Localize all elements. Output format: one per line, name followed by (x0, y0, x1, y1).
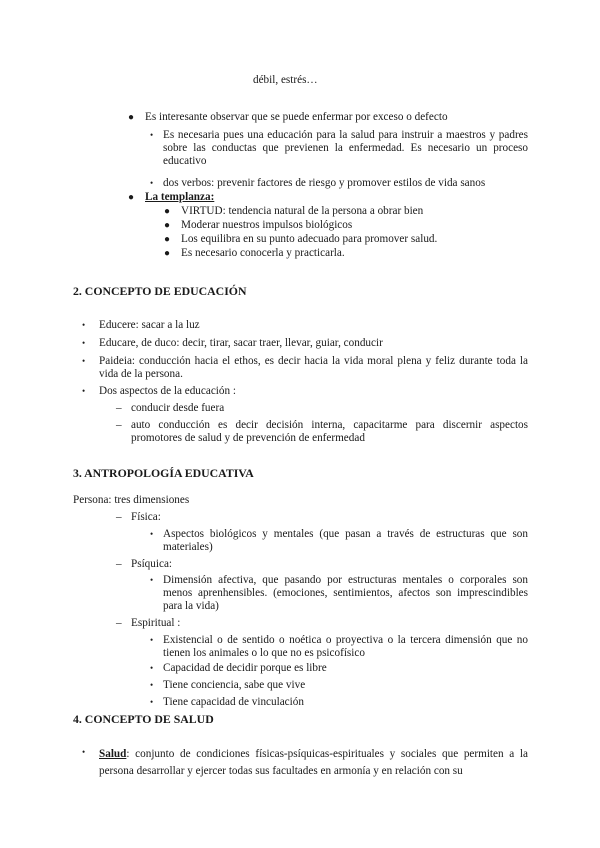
list-item: Aspectos biológicos y mentales (que pasan a través de estructuras que son materiales) (163, 528, 528, 553)
section-heading: 4. CONCEPTO DE SALUD (73, 712, 214, 726)
list-item: Paideia: conducción hacia el ethos, es decir hacia la vida moral plena y feliz durante toda la vida de la persona. (99, 355, 528, 380)
list-item: Es interesante observar que se puede enfermar por exceso o defecto (145, 111, 448, 123)
list-item: Tiene capacidad de vinculación (163, 696, 304, 708)
list-item: conducir desde fuera (131, 402, 225, 414)
list-item: Es necesario conocerla y practicarla. (181, 247, 345, 259)
dash-marker: – (116, 617, 122, 629)
dimension-label: Psíquica: (131, 558, 173, 570)
bullet-icon: ● (164, 248, 171, 259)
bullet-icon: • (150, 663, 154, 673)
bullet-icon: • (82, 320, 86, 330)
dash-marker: – (116, 558, 122, 570)
bullet-icon: ● (164, 206, 171, 217)
dash-marker: – (116, 402, 122, 414)
bullet-icon: ● (164, 220, 171, 231)
list-item: auto conducción es decir decisión interna, capacitarme para discernir aspectos promotores de salud y de prevención de enfermedad (131, 419, 528, 444)
list-item: VIRTUD: tendencia natural de la persona a obrar bien (181, 205, 424, 217)
bullet-icon: ● (128, 192, 135, 203)
bullet-icon: • (150, 130, 154, 140)
list-item: Existencial o de sentido o noética o proyectiva o la tercera dimensión que no tienen los animales o lo que no es psicofísico (163, 634, 528, 659)
bullet-icon: • (150, 680, 154, 690)
bullet-icon: ● (164, 234, 171, 245)
salud-text: : conjunto de condiciones físicas-psíquicas-espirituales y sociales que permiten a la persona desarrollar y ejercer todas sus facultades en armonía y en relación con su (99, 748, 528, 777)
list-item: Dos aspectos de la educación : (99, 385, 236, 397)
bullet-icon: • (82, 356, 86, 366)
dash-marker: – (116, 419, 122, 431)
bullet-icon: • (150, 178, 154, 188)
salud-paragraph (99, 746, 528, 780)
bullet-icon: • (82, 747, 86, 757)
list-item: Es necesaria pues una educación para la salud para instruir a maestros y padres sobre las conductas que previenen la enfermedad. Es necesario un proceso educativo (163, 129, 528, 167)
bullet-icon: • (82, 338, 86, 348)
list-item: dos verbos: prevenir factores de riesgo y promover estilos de vida sanos (163, 177, 486, 189)
list-item: Educare, de duco: decir, tirar, sacar traer, llevar, guiar, conducir (99, 337, 383, 349)
salud-label: Salud (99, 748, 127, 760)
list-item: Moderar nuestros impulsos biológicos (181, 219, 353, 231)
list-item: Dimensión afectiva, que pasando por estructuras mentales o corporales son menos aprenhensibles. (emociones, sentimientos, afectos son imprescindibles para la vida) (163, 574, 528, 612)
bullet-icon: • (150, 697, 154, 707)
list-item: Capacidad de decidir porque es libre (163, 662, 327, 674)
bullet-icon: • (82, 386, 86, 396)
section-heading: 2. CONCEPTO DE EDUCACIÓN (73, 284, 247, 298)
bullet-icon: ● (128, 112, 135, 123)
list-item: Tiene conciencia, sabe que vive (163, 679, 306, 691)
intro-fragment: débil, estrés… (253, 74, 318, 86)
bullet-icon: • (150, 575, 154, 585)
list-item: Los equilibra en su punto adecuado para promover salud. (181, 233, 438, 245)
section-heading: 3. ANTROPOLOGÍA EDUCATIVA (73, 466, 254, 480)
paragraph: Persona: tres dimensiones (73, 494, 190, 506)
list-item: Educere: sacar a la luz (99, 319, 200, 331)
dimension-label: Espiritual : (131, 617, 181, 629)
dimension-label: Física: (131, 511, 161, 523)
dash-marker: – (116, 511, 122, 523)
bullet-icon: • (150, 635, 154, 645)
templanza-label: La templanza: (145, 191, 215, 203)
bullet-icon: • (150, 529, 154, 539)
